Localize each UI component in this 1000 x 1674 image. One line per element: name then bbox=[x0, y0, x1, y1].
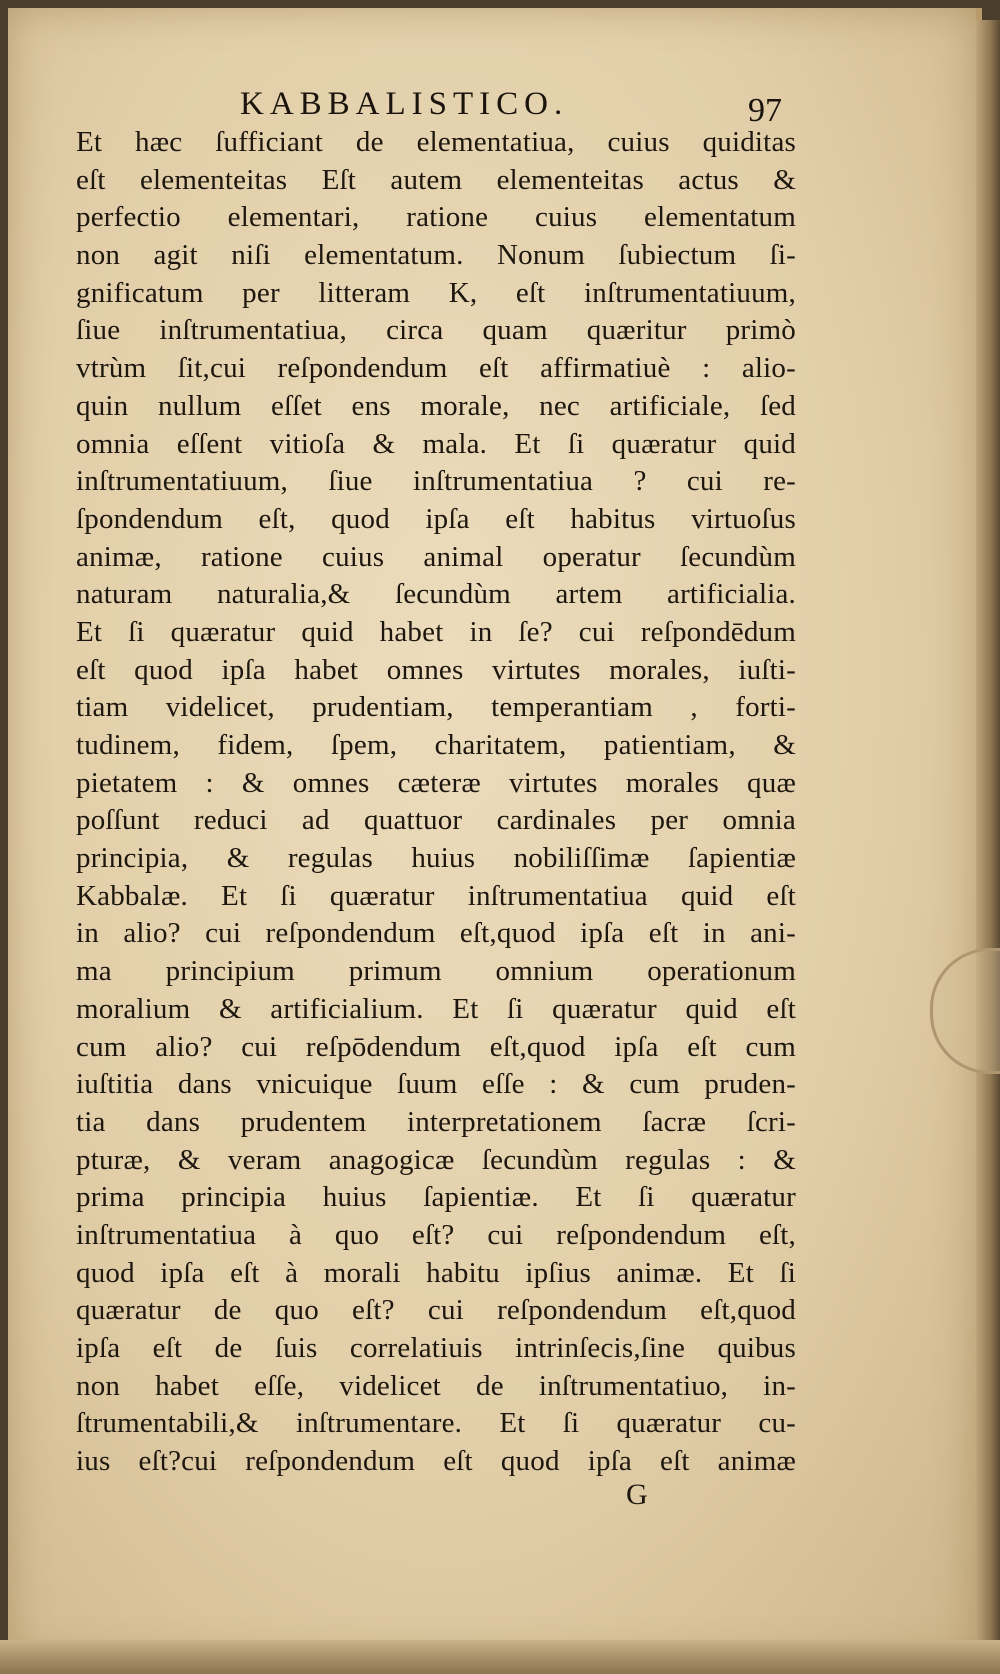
text-line: tia dans prudentem interpretationem ſacræ ſcri- bbox=[76, 1105, 796, 1138]
signature-mark: G bbox=[626, 1478, 648, 1511]
text-line: iuſtitia dans vnicuique ſuum eſſe : & cum pruden- bbox=[76, 1068, 796, 1101]
text-line: Et ſi quæratur quid habet in ſe? cui reſpondēdum bbox=[76, 615, 796, 648]
text-line: eſt quod ipſa habet omnes virtutes morales, iuſti- bbox=[76, 653, 796, 686]
text-line: ma principium primum omnium operationum bbox=[76, 955, 796, 988]
text-line: Et hæc ſufficiant de elementatiua, cuius quiditas bbox=[76, 126, 796, 158]
text-line: ſtrumentabili,& inſtrumentare. Et ſi quæratur cu- bbox=[76, 1407, 796, 1440]
text-line: vtrùm ſit,cui reſpondendum eſt affirmatiuè : alio- bbox=[76, 352, 796, 385]
page-number: 97 bbox=[748, 92, 782, 129]
text-line: pturæ, & veram anagogicæ ſecundùm regulas : & bbox=[76, 1143, 796, 1176]
text-line: ipſa eſt de ſuis correlatiuis intrinſecis,ſine quibus bbox=[76, 1332, 796, 1364]
running-head: KABBALISTICO. bbox=[240, 86, 569, 122]
text-line: non agit niſi elementatum. Nonum ſubiectum ſi- bbox=[76, 239, 796, 272]
text-line: tudinem, fidem, ſpem, charitatem, patientiam, & bbox=[76, 729, 796, 761]
text-line: ſpondendum eſt, quod ipſa eſt habitus virtuoſus bbox=[76, 502, 796, 535]
text-line: quod ipſa eſt à morali habitu ipſius animæ. Et ſi bbox=[76, 1256, 796, 1289]
text-line: Kabbalæ. Et ſi quæratur inſtrumentatiua quid eſt bbox=[76, 879, 796, 912]
text-line: in alio? cui reſpondendum eſt,quod ipſa eſt in ani- bbox=[76, 917, 796, 950]
text-line: prima principia huius ſapientiæ. Et ſi quæratur bbox=[76, 1181, 796, 1214]
text-line: quæratur de quo eſt? cui reſpondendum eſt,quod bbox=[76, 1294, 796, 1327]
text-line: cum alio? cui reſpōdendum eſt,quod ipſa eſt cum bbox=[76, 1030, 796, 1063]
page-bottom-edge bbox=[0, 1640, 1000, 1674]
text-line: tiam videlicet, prudentiam, temperantiam , forti- bbox=[76, 691, 796, 724]
text-line: animæ, ratione cuius animal operatur ſecundùm bbox=[76, 540, 796, 573]
text-line: ſiue inſtrumentatiua, circa quam quæritur primò bbox=[76, 314, 796, 347]
text-line: quin nullum eſſet ens morale, nec artificiale, ſed bbox=[76, 389, 796, 422]
page-edge bbox=[976, 20, 1000, 1660]
text-line: inſtrumentatiuum, ſiue inſtrumentatiua ? cui re- bbox=[76, 465, 796, 498]
text-line: eſt elementeitas Eſt autem elementeitas actus & bbox=[76, 163, 796, 196]
text-line: omnia eſſent vitioſa & mala. Et ſi quæratur quid bbox=[76, 427, 796, 460]
text-line: principia, & regulas huius nobiliſſimæ ſapientiæ bbox=[76, 842, 796, 875]
text-line: ius eſt?cui reſpondendum eſt quod ipſa eſt animæ bbox=[76, 1445, 796, 1478]
text-line: perfectio elementari, ratione cuius elementatum bbox=[76, 201, 796, 234]
text-line: non habet eſſe, videlicet de inſtrumentatiuo, in- bbox=[76, 1369, 796, 1402]
text-line: naturam naturalia,& ſecundùm artem artificialia. bbox=[76, 578, 796, 611]
body-text bbox=[76, 124, 796, 1481]
text-line: poſſunt reduci ad quattuor cardinales per omnia bbox=[76, 804, 796, 837]
text-line: inſtrumentatiua à quo eſt? cui reſpondendum eſt, bbox=[76, 1218, 796, 1251]
text-line: pietatem : & omnes cæteræ virtutes morales quæ bbox=[76, 766, 796, 799]
text-line: moralium & artificialium. Et ſi quæratur quid eſt bbox=[76, 992, 796, 1025]
text-line: gnificatum per litteram K, eſt inſtrumentatiuum, bbox=[76, 276, 796, 309]
